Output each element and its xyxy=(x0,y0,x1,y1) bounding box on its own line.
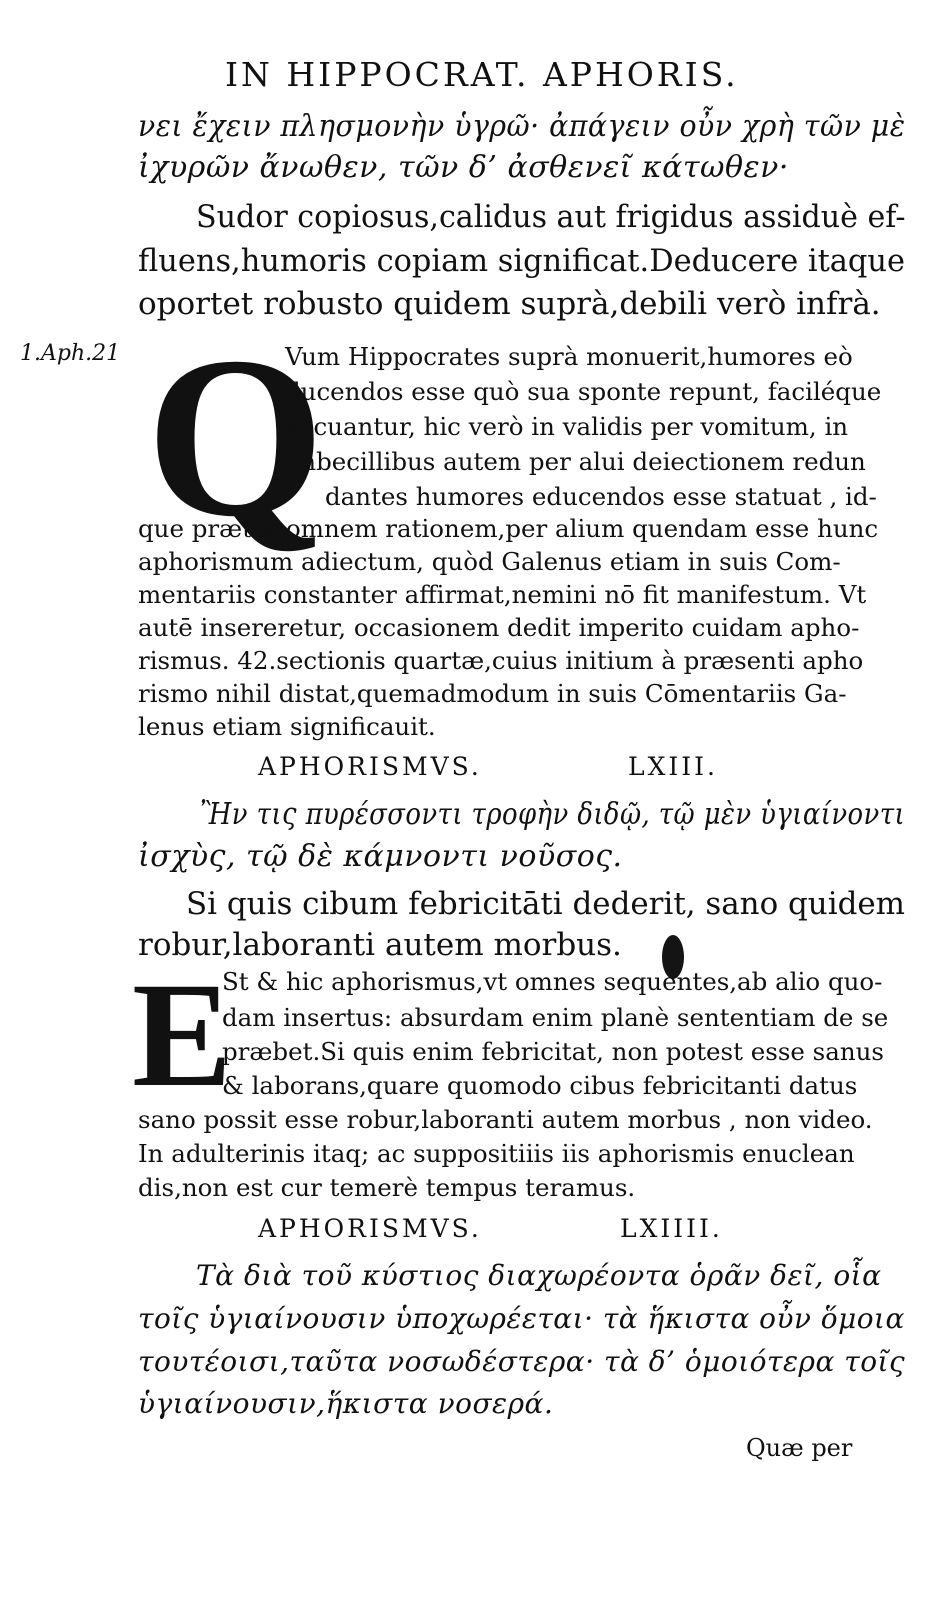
greek-line: τουτέοισι,ταῦτα νοσωδέστερα· τὰ δ’ ὁμοιότερα τοῖς xyxy=(138,1345,906,1378)
commentary-line: præbet.Si quis enim febricitat, non potest esse sanus xyxy=(222,1037,884,1066)
aphorism-heading: APHORISMVS. xyxy=(258,1214,482,1243)
commentary-line: ducendos esse quò sua sponte repunt, faciléque xyxy=(285,377,882,406)
commentary-line: sano possit esse robur,laboranti autem morbus , non video. xyxy=(138,1105,873,1134)
greek-line: ἰσχὺς, τῷ δὲ κάμνοντι νοῦσος. xyxy=(138,839,623,874)
commentary-line: rismo nihil distat,quemadmodum in suis Cōmentariis Ga- xyxy=(138,679,847,708)
catchword: Quæ per xyxy=(746,1434,853,1462)
greek-line: ἰχυρῶν ἄνωθεν, τῶν δ’ ἀσθενεῖ κάτωθεν· xyxy=(138,150,789,185)
greek-line: Τὰ διὰ τοῦ κύστιος διαχωρέοντα ὁρᾶν δεῖ, οἷα xyxy=(196,1259,882,1292)
commentary-line: vacuantur, hic verò in validis per vomitum, in xyxy=(285,412,849,441)
margin-note: 1.Aph.21 xyxy=(20,341,121,366)
commentary-line: mentariis constanter affirmat,nemini nō fit manifestum. Vt xyxy=(138,580,867,609)
commentary-line: rismus. 42.sectionis quartæ,cuius initium à præsenti apho xyxy=(138,646,864,675)
drop-cap-q: Q xyxy=(146,309,325,564)
commentary-line: In adulterinis itaq; ac suppositiiis iis aphorismis enuclean xyxy=(138,1139,855,1168)
aphorism-number: LXIIII. xyxy=(620,1214,723,1243)
commentary-line: dantes humores educendos esse statuat , id- xyxy=(325,482,877,511)
commentary-line: lenus etiam significauit. xyxy=(138,712,436,741)
latin-translation-line: oportet robusto quidem suprà,debili verò infrà. xyxy=(138,286,881,322)
latin-translation-line: fluens,humoris copiam significat.Deducere itaque xyxy=(138,243,905,279)
commentary-line: que præter omnem rationem,per alium quendam esse hunc xyxy=(138,514,879,543)
greek-line: νει ἔχειν πλησμονὴν ὑγρῶ· ἀπάγειν οὖν χρὴ τῶν μὲ xyxy=(138,109,906,144)
commentary-line: dam insertus: absurdam enim planè sententiam de se xyxy=(222,1003,889,1032)
aphorism-number: LXIII. xyxy=(628,752,718,781)
latin-translation-line: Si quis cibum febricitāti dederit, sano quidem xyxy=(186,886,905,922)
greek-line: Ἢν τις πυρέσσοντι τροφὴν διδῷ, τῷ μὲν ὑγιαίνοντι xyxy=(200,797,906,832)
greek-line: ὑγιαίνουσιν,ἥκιστα νοσερά. xyxy=(138,1387,554,1420)
latin-translation-line: Sudor copiosus,calidus aut frigidus assiduè ef- xyxy=(196,199,906,235)
commentary-line: & laborans,quare quomodo cibus febricitanti datus xyxy=(222,1071,858,1100)
drop-cap-e: E xyxy=(132,952,233,1118)
greek-line: τοῖς ὑγιαίνουσιν ὑποχωρέεται· τὰ ἥκιστα οὖν ὅμοια xyxy=(138,1302,905,1335)
commentary-line: autē insereretur, occasionem dedit imperito cuidam apho- xyxy=(138,613,860,642)
commentary-line: imbecillibus autem per alui deiectionem redun xyxy=(285,447,866,476)
commentary-line: St & hic aphorismus,vt omnes sequentes,ab alio quo- xyxy=(222,967,883,996)
commentary-line: Vum Hippocrates suprà monuerit,humores eò xyxy=(285,342,853,371)
running-header: IN HIPPOCRAT. APHORIS. xyxy=(225,55,739,94)
aphorism-heading: APHORISMVS. xyxy=(258,752,482,781)
commentary-line: aphorismum adiectum, quòd Galenus etiam in suis Com- xyxy=(138,547,841,576)
commentary-line: dis,non est cur temerè tempus teramus. xyxy=(138,1173,636,1202)
latin-translation-line: robur,laboranti autem morbus. xyxy=(138,927,622,963)
